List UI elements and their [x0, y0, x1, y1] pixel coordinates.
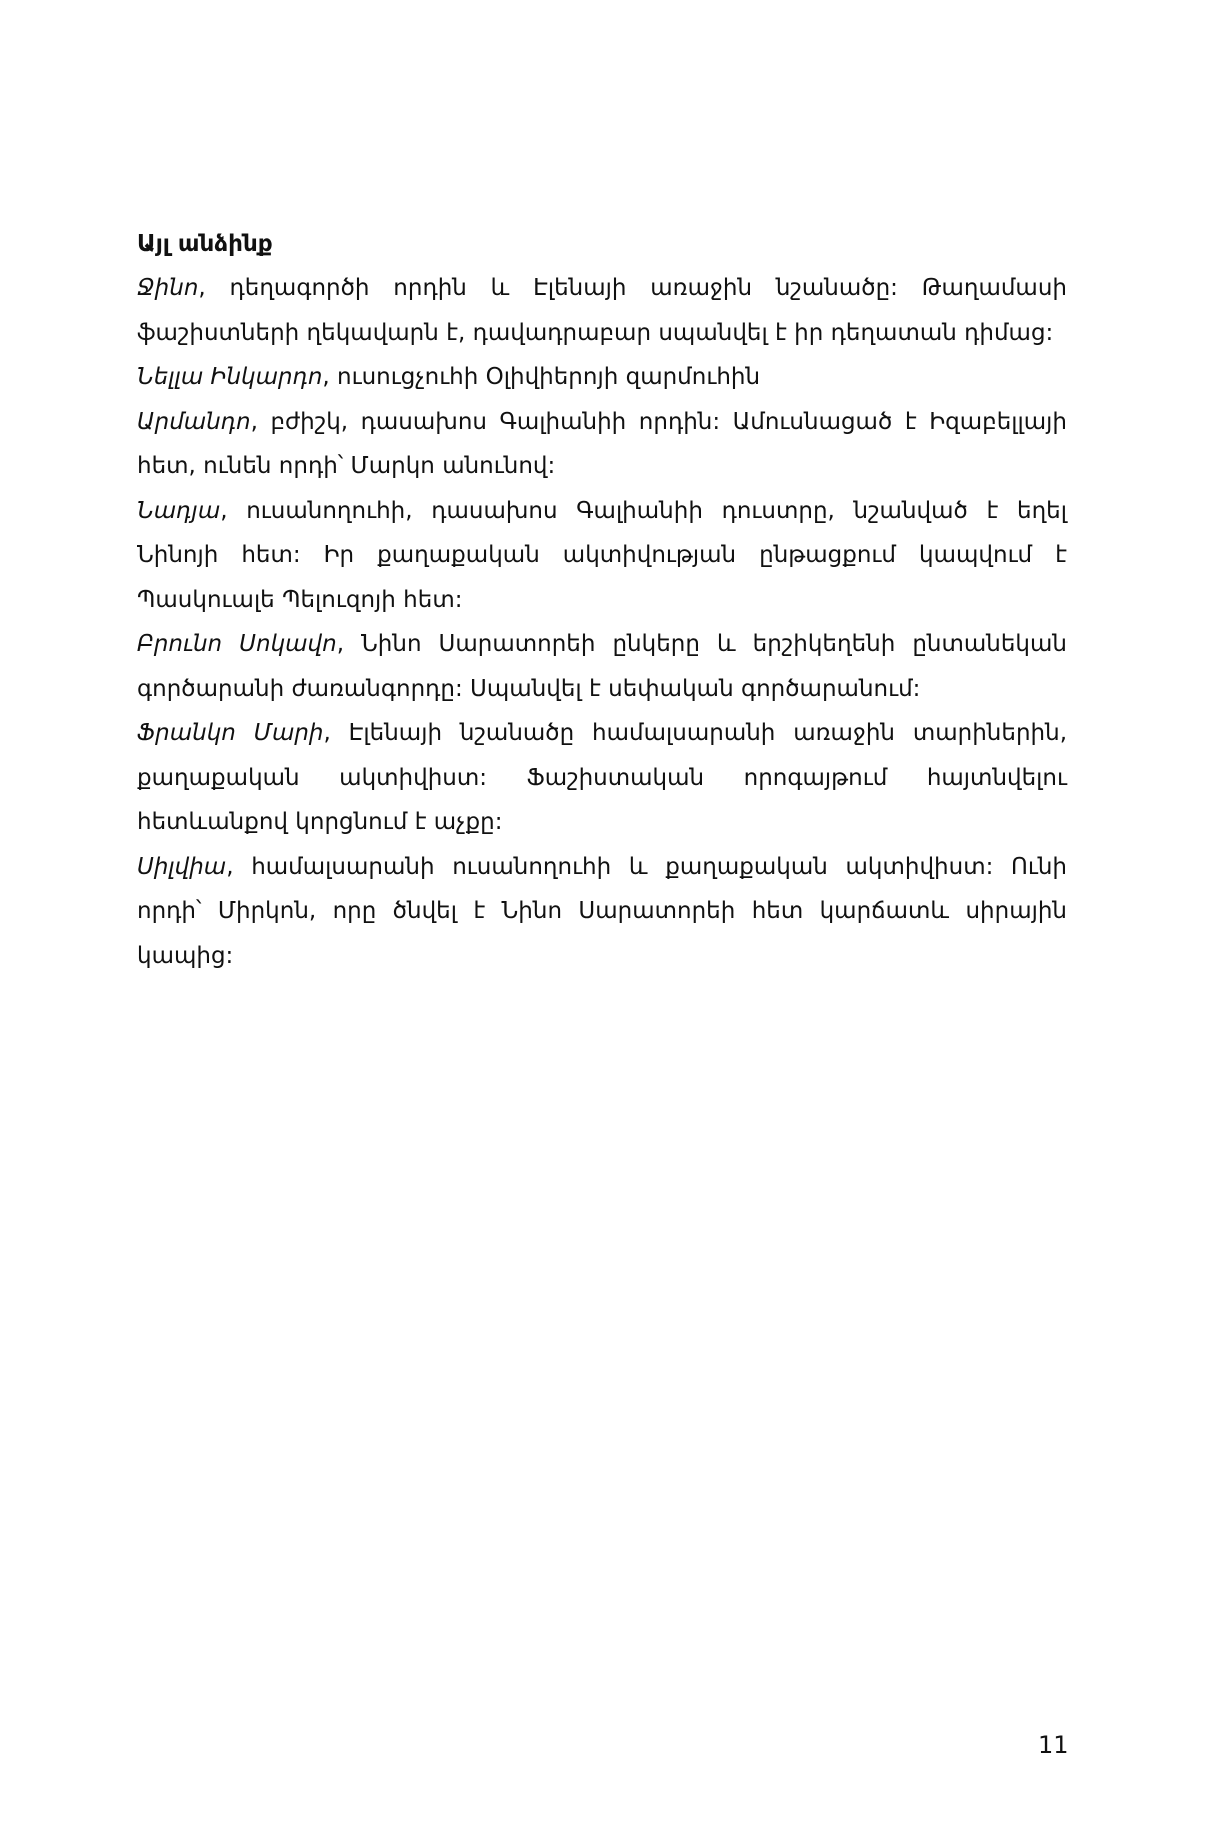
character-description: , դեղագործի որդին և Էլենայի առաջին նշանածը: Թաղամասի ֆաշիստների ղեկավարն է, դավադրաբար սպանվել է իր դեղատան դիմաց:	[137, 275, 1067, 346]
character-description: , ուսուցչուհի Օլիվիերոյի զարմուհին	[322, 364, 761, 390]
page-number: 11	[1038, 1731, 1069, 1759]
character-description: , Նինո Սարատորեի ընկերը և երշիկեղենի ընտանեկան գործարանի ժառանգորդը: Սպանվել է սեփական գործարանում:	[137, 631, 1067, 702]
character-name: Սիլվիա	[137, 853, 227, 880]
character-entry-gino	[137, 266, 1067, 355]
character-name: Նելլա Ինկարդո	[137, 364, 323, 390]
character-description: , Էլենայի նշանածը համալսարանի առաջին տարիներին, քաղաքական ակտիվիստ: Ֆաշիստական որոգայթում հայտնվելու հետևանքով կորցնում է աչքը:	[137, 720, 1067, 835]
character-entry-bruno-soccavo	[137, 622, 1067, 711]
character-description: , ուսանողուհի, դասախոս Գալիանիի դուստրը, նշանված է եղել Նինոյի հետ: Իր քաղաքական ակտիվության ընթացքում կապվում է Պասկուալե Պելուզոյի հետ:	[137, 497, 1067, 613]
character-description: , բժիշկ, դասախոս Գալիանիի որդին: Ամուսնացած է Իզաբելլայի հետ, ունեն որդի՝ Մարկո անունով:	[137, 408, 1067, 479]
character-entry-silvia	[137, 845, 1067, 979]
character-description: , համալսարանի ուսանողուհի և քաղաքական ակտիվիստ: Ունի որդի՝ Միրկոն, որը ծնվել է Նինո Սարատորեի հետ կարճատև սիրային կապից:	[137, 853, 1067, 969]
characters-list	[137, 222, 1067, 978]
section-title: Այլ անձինք	[137, 231, 273, 257]
character-name: Ջինո	[137, 275, 199, 301]
character-entry-armando	[137, 400, 1067, 489]
character-entry-nella-incardo	[137, 355, 1067, 400]
character-name: Նադյա	[137, 497, 221, 524]
character-entry-franco-mari	[137, 711, 1067, 845]
character-name: Բրունո Սոկավո	[137, 631, 337, 657]
character-name: Ֆրանկո Մարի	[137, 720, 324, 746]
character-entry-nadia	[137, 489, 1067, 623]
character-name: Արմանդո	[137, 408, 251, 435]
